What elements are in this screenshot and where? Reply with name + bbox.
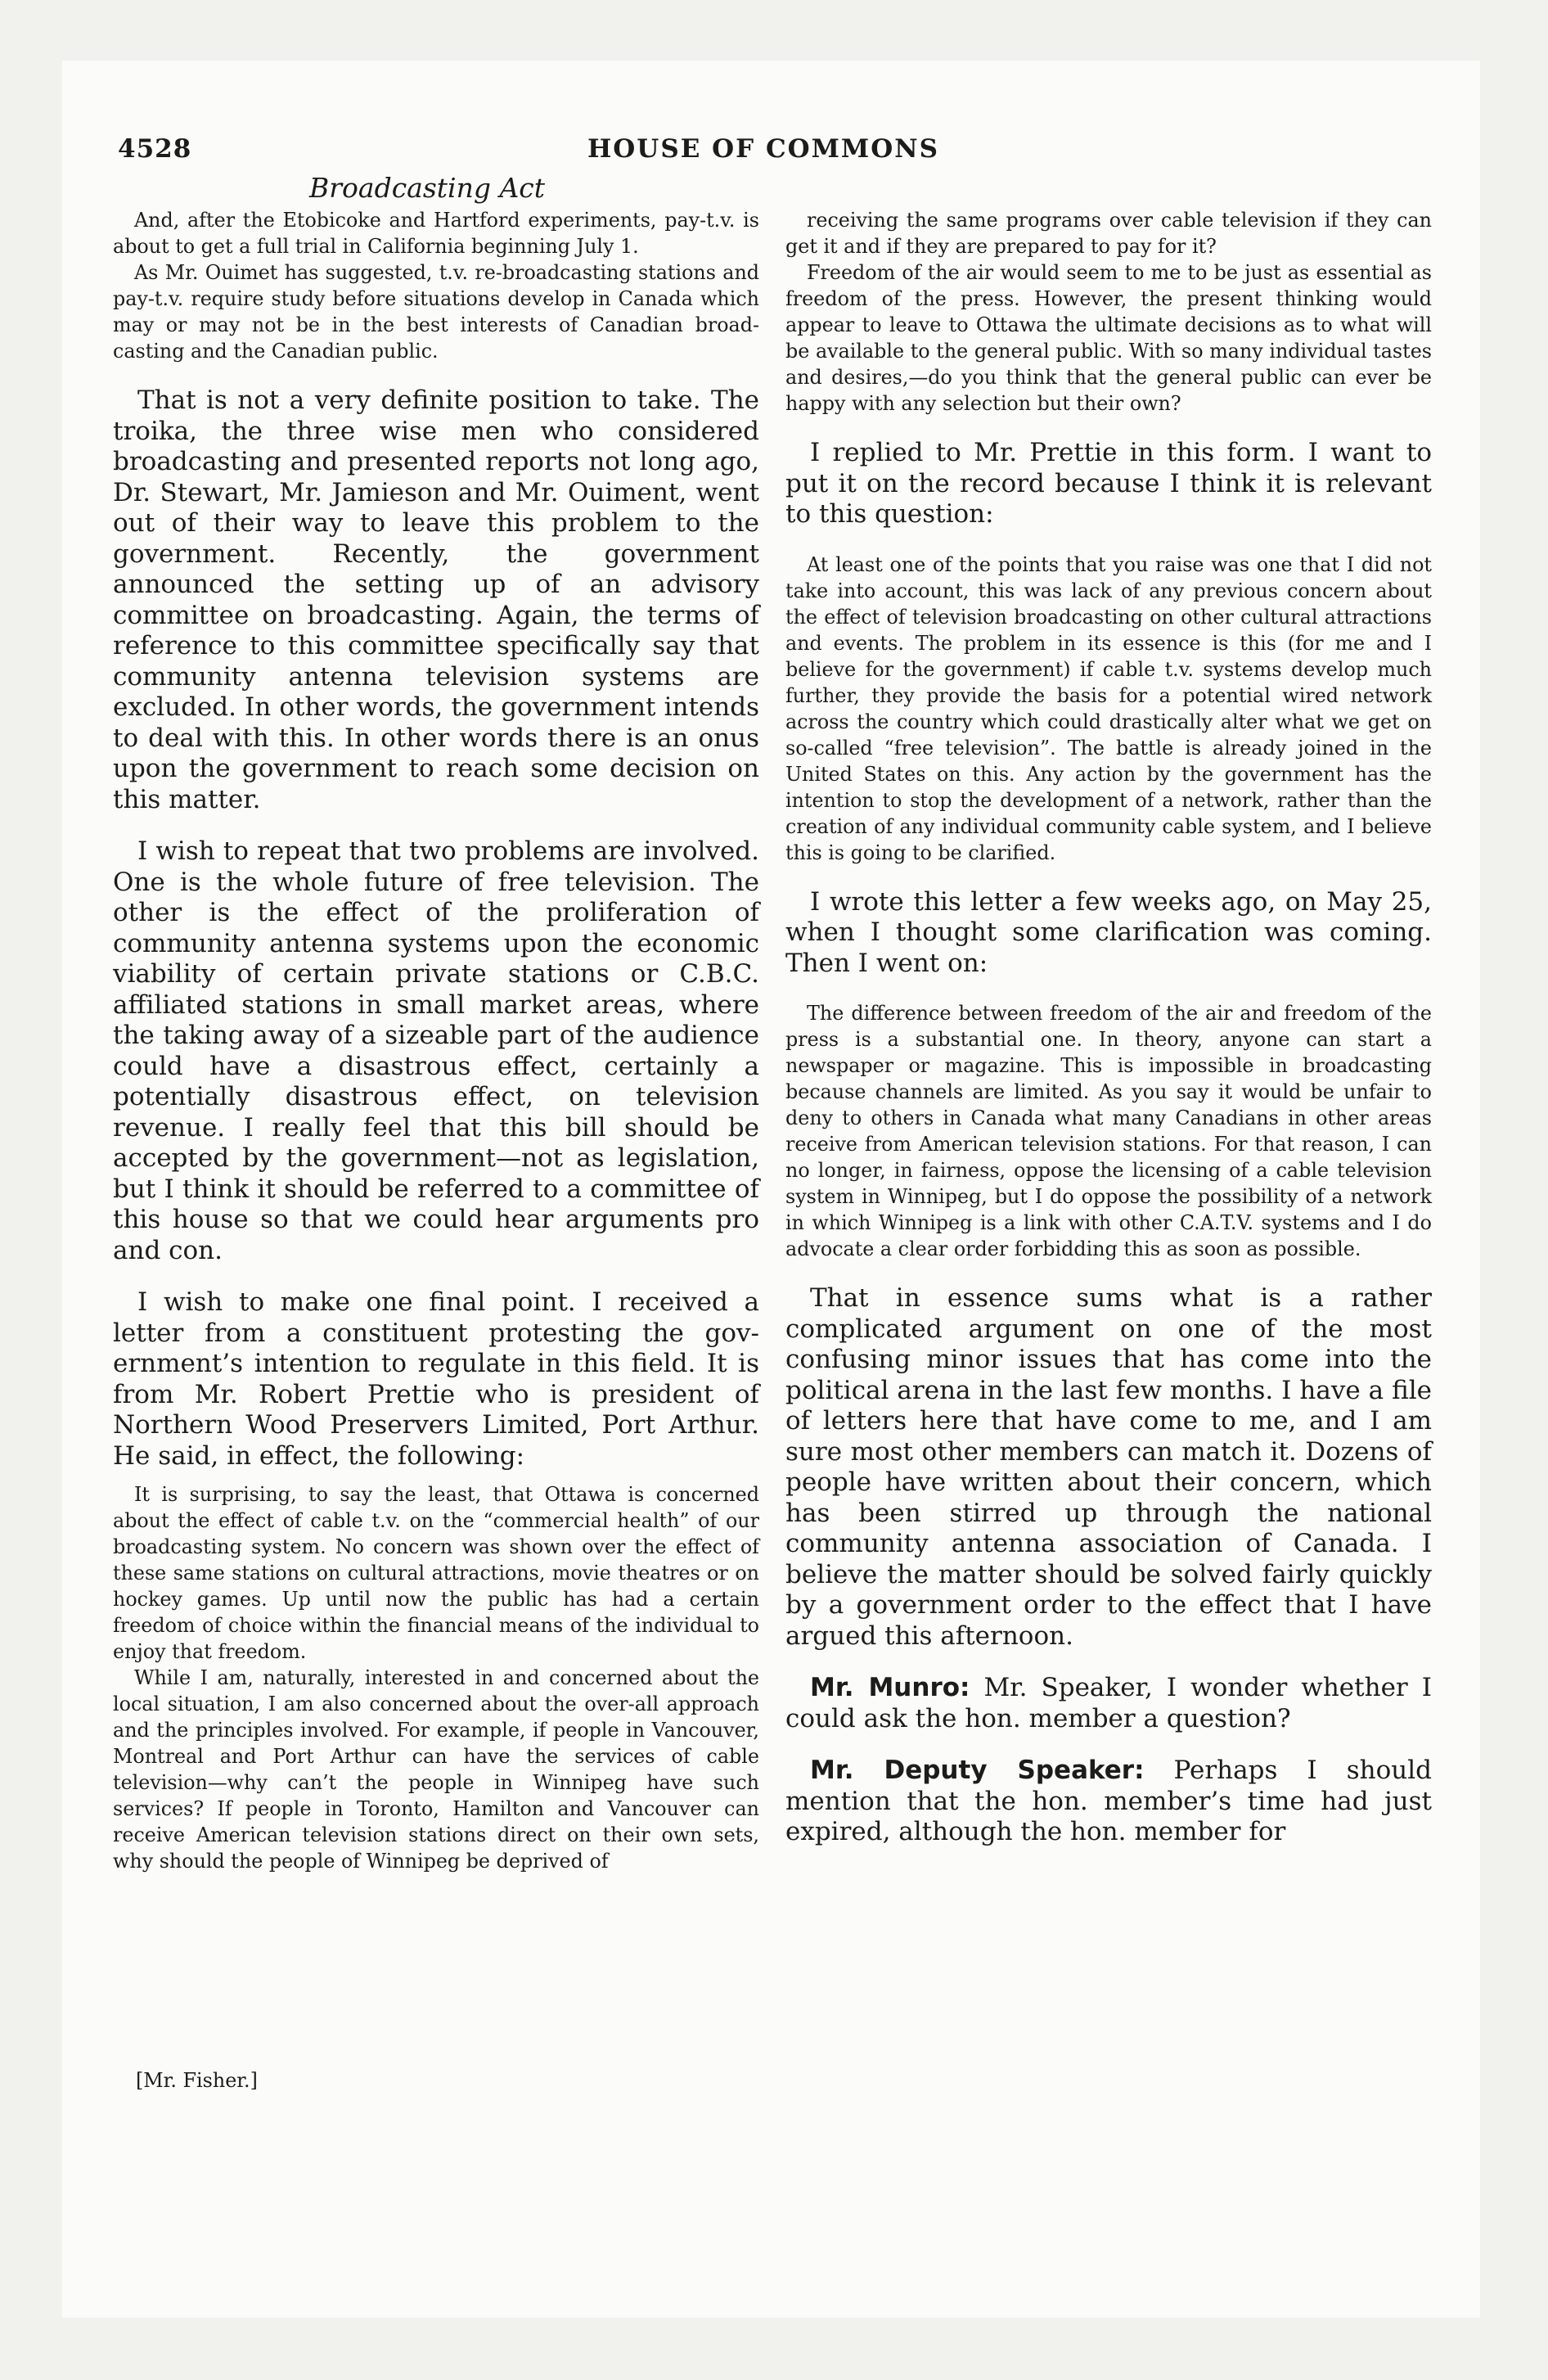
quoted-paragraph: It is surprising, to say the least, that Ottawa is concerned about the effect of cable t.v. on the “commercial health” of our broadcasting system. No concern was shown over the effect of these same stations on cultural attractions, movie theatres or on hockey games. Up until now the public has had a certain freedom of choice within the financial means of the individual to enjoy that freedom. [113, 1483, 759, 1663]
page-number: 4528 [118, 134, 192, 164]
paragraph: I wish to repeat that two problems are involved. One is the whole future of free television. The other is the effect of the proliferation of community antenna systems upon the economic viability of certain private stations or C.B.C. affiliated stations in small market areas, where the taking away of a sizeable part of the audience could have a disastrous effect, certainly a potentially disastrous effect, on television revenue. I really feel that this bill should be accepted by the government—not as legislation, but I think it should be referred to a committee of this house so that we could hear arguments pro and con. [113, 836, 759, 1265]
left-column [113, 207, 759, 1874]
speech-text: Perhaps I should mention that the hon. member’s time had just expired, although the hon. member for [785, 1756, 1432, 1846]
exchange-deputy-speaker [785, 1756, 1432, 1848]
exchange-munro [785, 1673, 1432, 1734]
paragraph: I wrote this letter a few weeks ago, on May 25, when I thought some clarification was coming. Then I went on: [785, 886, 1432, 978]
speech-text: Mr. Speaker, I wonder whether I could ask the hon. member a question? [785, 1673, 1432, 1733]
section-subtitle: Broadcasting Act [309, 172, 546, 204]
paragraph: I wish to make one final point. I received a letter from a constituent protesting the government’s intention to regulate in this field. It is from Mr. Robert Prettie who is president of Northern Wood Preservers Limited, Port Arthur. He said, in effect, the following: [113, 1287, 759, 1471]
quoted-paragraph: While I am, naturally, interested in and concerned about the local situation, I am also concerned about the over-all approach and the principles involved. For example, if people in Vancouver, Montreal and Port Arthur can have the services of cable television—why can’t the people in Winnipeg have such services? If people in Toronto, Hamilton and Vancouver can receive American television stations direct on their own sets, why should the people of Winnipeg be deprived of [113, 1666, 759, 1873]
quoted-paragraph: The difference between freedom of the air and freedom of the press is a substantial one. In theory, anyone can start a newspaper or magazine. This is impossible in broadcasting because channels are limited. As you say it would be unfair to deny to others in Canada what many Canadians in other areas receive from American television stations. For that reason, I can no longer, in fairness, oppose the licensing of a cable television system in Winnipeg, but I do oppose the possibility of a network in which Winnipeg is a link with other C.A.T.V. systems and I do advocate a clear order forbidding this as soon as possible. [785, 1002, 1432, 1260]
quoted-paragraph: receiving the same programs over cable television if they can get it and if they are prepared to pay for it? [785, 209, 1432, 258]
quoted-paragraph: At least one of the points that you raise was one that I did not take into account, this was lack of any previous concern about the effect of television broadcasting on other cultural attractions and events. The problem in its essence is this (for me and I believe for the government) if cable t.v. systems develop much further, they provide the basis for a potential wired network across the country which could drastically alter what we get on so-called “free television”. The battle is already joined in the United States on this. Any action by the government has the intention to stop the development of a network, rather than the creation of any individual community cable system, and I believe this is going to be clarified. [785, 552, 1432, 864]
paragraph: That in essence sums what is a rather complicated argument on one of the most confusing minor issues that has come into the political arena in the last few months. I have a file of letters here that have come to me, and I am sure most other members can match it. Dozens of people have written about their concern, which has been stirred up through the national community antenna association of Canada. I believe the matter should be solved fairly quickly by a government order to the effect that I have argued this afternoon. [785, 1283, 1432, 1651]
page-title: HOUSE OF COMMONS [587, 134, 939, 164]
quoted-paragraph: Freedom of the air would seem to me to be just as essential as freedom of the press. However, the present thinking would appear to leave to Ottawa the ultimate decisions as to what will be available to the general public. With so many individual tastes and desires,—do you think that the general public can ever be happy with any selection but their own? [785, 261, 1432, 415]
speaker-name: Mr. Deputy Speaker: [810, 1756, 1145, 1785]
paragraph: I replied to Mr. Prettie in this form. I want to put it on the record because I think it is relevant to this question: [785, 438, 1432, 529]
paragraph: That is not a very definite position to take. The troika, the three wise men who considered broadcasting and presented reports not long ago, Dr. Stewart, Mr. Jamieson and Mr. Ouiment, went out of their way to leave this problem to the government. Recently, the government announced the setting up of an advisory committee on broadcasting. Again, the terms of reference to this committee specifically say that community antenna television systems are excluded. In other words, the government intends to deal with this. In other words there is an onus upon the government to reach some decision on this matter. [113, 385, 759, 814]
right-column [785, 207, 1432, 1848]
paragraph: And, after the Etobicoke and Hartford experiments, pay-t.v. is about to get a full trial in California beginning July 1. [113, 209, 759, 258]
speaker-footer: [Mr. Fisher.] [136, 2069, 258, 2092]
speaker-name: Mr. Munro: [810, 1673, 970, 1702]
paragraph: As Mr. Ouimet has suggested, t.v. re-broadcasting stations and pay-t.v. require study before situations develop in Canada which may or may not be in the best interests of Canadian broadcasting and the Canadian public. [113, 261, 759, 363]
